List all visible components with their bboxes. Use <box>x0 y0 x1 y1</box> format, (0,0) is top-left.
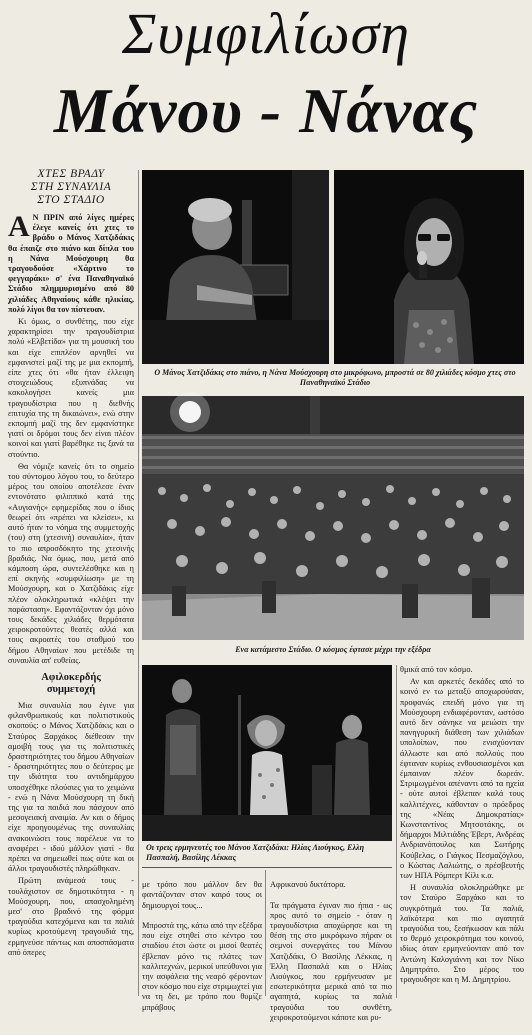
column-divider <box>265 870 266 996</box>
subheading-line-2: συμμετοχή <box>46 683 96 695</box>
drop-cap: Α <box>8 210 30 243</box>
lead-paragraph <box>8 210 134 315</box>
photo-pianist <box>142 170 329 364</box>
headline-line-2: Μάνου - Νάνας <box>53 75 479 146</box>
performers-image <box>142 665 392 841</box>
middle-column-b <box>270 870 392 1022</box>
kicker-line-3: ΣΤΟ ΣΤΑΔΙΟ <box>37 194 105 206</box>
paragraph: θμικά από τον κόσμο. <box>400 665 473 674</box>
paragraph: Πρώτη ανάμεσά τους - τουλάχιστον σε δημοτικότητα - η Μούσχουρη, που, απασχολημένη μεσ' στο βραδινό της φόρμα τραγούδια κατεχόμενα και τα παλιά κυρίως κροτούμενη τραγουδιά της, ερμηνεύσε πάντως και αποσπάσματα από όπερες <box>8 876 134 957</box>
caption-rule <box>142 867 392 868</box>
paragraph: Μια συναυλία που έγινε για φιλανθρωπικούς και πολιτιστικούς σκοπούς: ο Μάνος Χατζιδάκις και ο Σταύρος Ξαρχάκος διέθεσαν την αμοιβή τους για τις πολιτιστικές δραστηριότητες του δήμου Αθηναίων - δραστηριότητες που ο δεύτερος με την ιδιότητα του αντιδημάρχου υποσχέθηκε πλούσιες για το χειμώνα - ενώ η Νάνα Μούσχουρη τη δική της για τα παιδιά που πάσχουν από μεσογειακή αναιμία. Αν και ο δήμος είχε προηγουμένως της συναυλίας ανακοινώσει τους παρέλευε να το αναφέρει - ιδού μάλλον γιατί - θα πρέπει να σημειωθεί πως ούτε και οι άλλοι τραγουδιστές πληρώθηκαν. <box>8 700 134 874</box>
photo-three-performers <box>142 665 392 841</box>
caption-middle-photo: Ενα κατάμεστο Στάδιο. Ο κόσμος έφτασε μέχρι την εξέδρα <box>235 645 431 654</box>
middle-column-a <box>142 870 262 1012</box>
pianist-image <box>142 170 329 364</box>
caption-top-photos: Ο Μάνος Χατζιδάκις στο πιάνο, η Νάνα Μούσχουρη στο μικρόφωνο, μπροστά σε 80 χιλιάδες κόσμο χτες στο Παναθηναϊκό Στάδιο <box>154 368 516 387</box>
subheading-line-1: Αφιλοκερδής <box>41 671 101 683</box>
crowd-image <box>142 396 524 640</box>
caption-bottom-photo: Οι τρεις ερμηνευτές του Μάνου Χατζιδάκι: Ηλίας Λιούγκος, Ελλη Πασπαλή, Βασίλης Λέκκας <box>146 843 364 862</box>
subheading <box>8 672 134 696</box>
left-column <box>8 168 134 994</box>
paragraph: Θα νόμιζε κανείς ότι το σημείο του σύντομου λόγου του, το δεύτερο μέρος του οποίου αποτέλεσε έναν εντονότατο φιλιππικό κατά της «Αυγιανής» εφημερίδας που ο ίδιος θεωρεί ότι «πρέπει να κλείσει», κι αυτό ήταν το νόημα της συμμετοχής (του) στη (χτεσινή) συναυλία», ήταν το πιο απροσδόκητο της χτεσινής βραδιάς. Να όμως, που, μετά από κάμποση ώρα, συντελέσθηκε και η επί σκηνής «συμφιλίωση» με τη Μούσχουρη, και ο Χατζιδάκις είχε πλέον ολοκληρωτικά «κλέψει την παράσταση». Εφαντάζονταν όχι μόνο τους δεκάδες χιλιάδες θερμότατα χειροκροτούντες θεατές αλλά και τους ακροατές του σταθμού του δήμου Αθηναίων που μετέδιδε τη συναυλία απ' ευθείας. <box>8 461 134 665</box>
kicker-line-2: ΣΤΗ ΣΥΝΑΥΛΙΑ <box>30 181 112 193</box>
paragraph: Η συναυλία ολοκληρώθηκε με τον Σταύρο Ξαρχάκο και το συγκρότημά του. Τα παλιά, λαϊκότερα και πιο αγαπητά τραγούδια του, ξεσήκωσαν και πάλι το θερμό χειροκρότημα του κοινού, ιδίως όταν ερμηνεύονταν από τον Αντώνη Καλογιάννη και τον Νίκο Δημητράτο. Στο μέρος του τραγουδησε και η Μ. Δημητρίου. <box>400 883 524 985</box>
singer-image <box>334 170 524 364</box>
paragraph: Αν και αρκετές δεκάδες από το κοινό εν τω μεταξύ αποχωρούσαν, προφανώς επειδή μόνο για τη Μούσχουρη ενδιαφέρονταν, ωστόσο αυτό δεν σάνηκε να μειώσει την πανηγυρική διάθεση των χιλιάδων υπολοίπων, που ενισχύονταν άλλωστε και από πολλούς που έφταναν κυρίως ενθουσιασμένοι και έμπαιναν πλέον δωρεάν. Στριμωγμένοι απέναντι από τα ηχεία - ούτε αυτοί έβλεπαν καλά τους καλλιτέχνες, κάθονταν ο πρόεδρος της «Νέας Δημοκρατίας» Κωνσταντίνος Μητσοτάκης, οι δήμαρχοι Μιλτιάδης Έβερτ, Ανδρέας Ανδριανόπουλος και Σωτήρης Κούβελας, ο Γιάγκος Πεσμαζόγλου, ο Κώστας Λαλιώτης, ο πρέσβευτής των ΗΠΑ Ρόμπερτ Κίλι κ.α. <box>400 677 524 881</box>
lead-text: Ν ΠΡΙΝ από λίγες ημέρες έλεγε κανείς ότι χτες το βράδυ ο Μάνος Χατζιδάκις θα έπαιζε στο πιάνο και δίπλα του η Νάνα Μούσχουρη θα τραγουδούσε «Χάρτινο το φεγγαράκι» σ' ένα Παναθηναϊκό Στάδιο πλημμυρισμένο από 80 χιλιάδες Αθηναίους κάθε ηλικίας, πολύ λίγοι θα τον πίστευαν. <box>8 213 134 314</box>
paragraph: με τρόπο που μάλλον δεν θα φαντάζονταν στον καιρό τους οι δημιουργοί τους... Μπροστά της, κάτω από την εξέδρα που είχε στηθεί στο κέντρο του σταδίου έτσι ώστε οι μισοί θεατές έβλεπαν μόνο τις πλάτες των καλλιτεχνών, μερικοί υπεύθυνοι για την ασφάλεια της νεαρό φέροντων στον κόσμο που είχε στριμωχτεί για να τη δει, με τρόπο που θυμίζε μπράβους <box>142 880 262 1012</box>
photo-stadium-crowd <box>142 396 524 640</box>
column-divider <box>138 170 139 996</box>
paragraph: Κι όμως, ο συνθέτης, που είχε χαρακτηρίσει την τραγουδίστρια πολύ «Ελβετίδα» για τη μουσική του και είχε επιπλέον αρνηθεί να εμφανιστεί μαζί της με μια εκπομπή, είπε χτες ότι «θα ήταν έλλειψη στοιχειώδους εξυπνάδας να κακολογήσει κανείς μια τραγουδίστρια που η διεθνής επιτυχία της τη δικαιώνει», ενώ στην εκπομπή μαζί της δεν εμφανίστηκε γιατί οι δρόμοι τους δεν είναι πλέον κοινοί και γιατί βαρέθηκε τις ξανά τα στούντιο. <box>8 317 134 459</box>
headline-line-1: Συμφιλίωση <box>122 1 410 66</box>
kicker-line-1: ΧΤΕΣ ΒΡΑΔΥ <box>37 168 105 180</box>
kicker <box>8 168 134 207</box>
paragraph: Αφρικανού δικτάτορα. Τα πράγματα έγιναν πιο ήπια - ως προς αυτό το σημείο - όταν η τραγουδίστρια αποχώρησε και τη θέση της στο μικρόφωνο πήραν οι σεμνοί συνεργάτες του Μάνου Χατζιδάκι, Ο Βασίλης Λέκκας, η Έλλη Πασπαλά και ο Ηλίας Λιούγκος, που ερμήνευσαν με εσωτερικότητα μερικά από τα πιο αγαπητά, κυρίως τα παλιά τραγούδια του συνθέτη, χειροκροτούμενοι κάποτε και ρυ- <box>270 880 392 1022</box>
photo-singer <box>334 170 524 364</box>
column-divider <box>396 665 397 998</box>
right-column <box>400 665 524 998</box>
